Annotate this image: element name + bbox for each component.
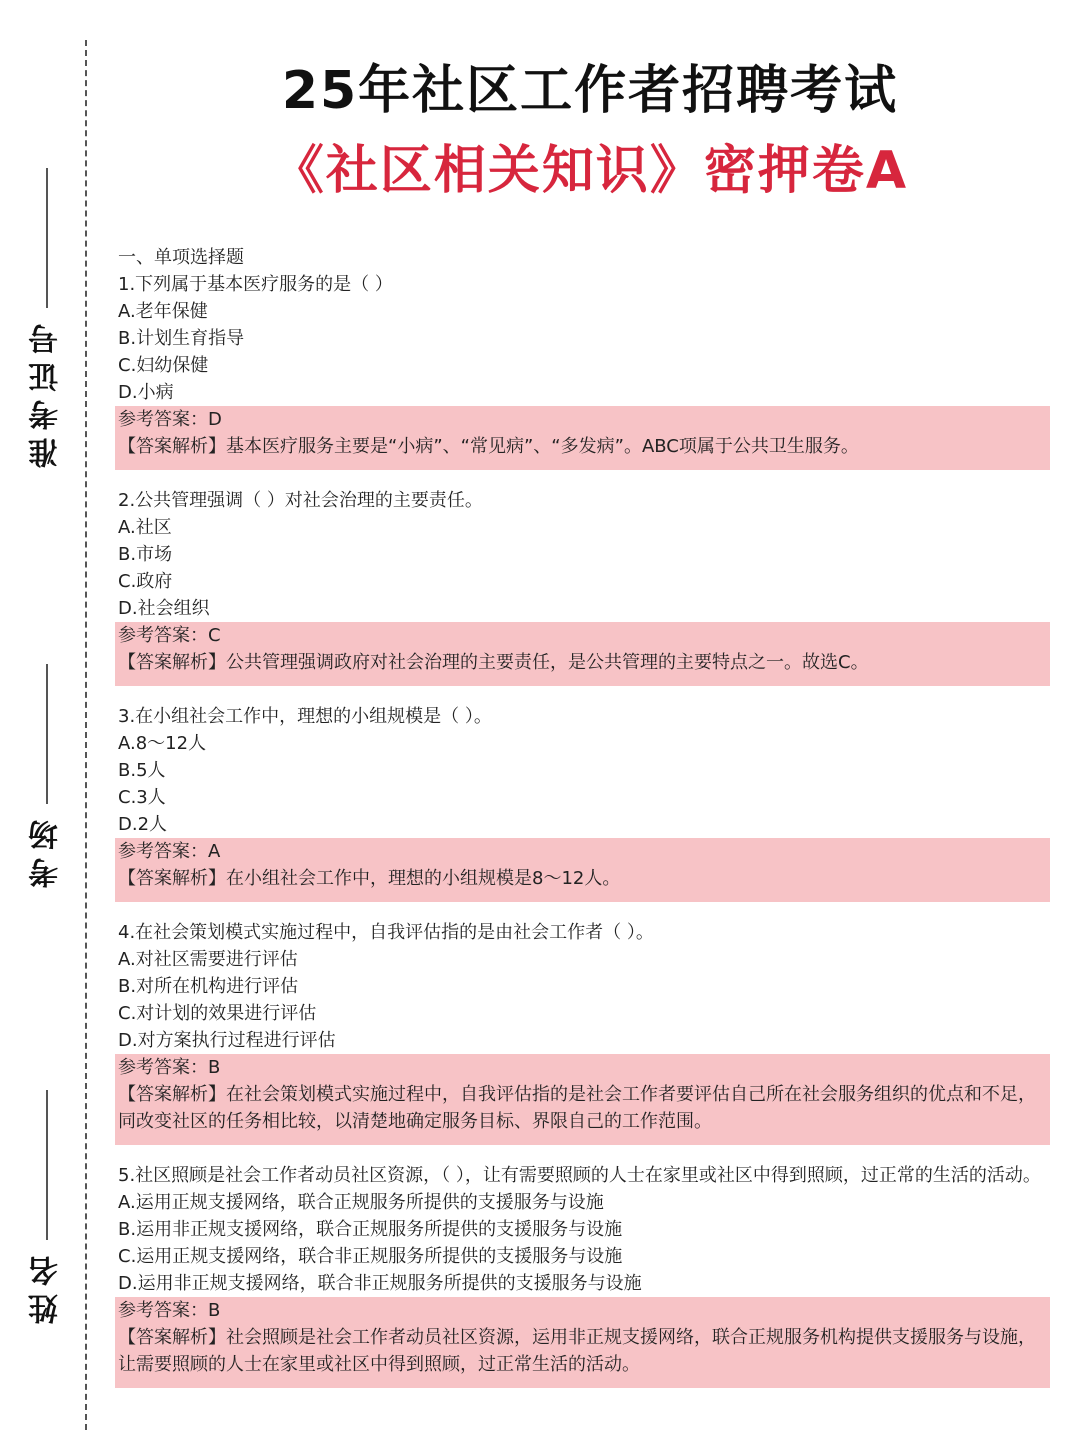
option-b: B.运用非正规支援网络，联合正规服务所提供的支援服务与设施	[118, 1219, 623, 1240]
section-heading: 一、单项选择题	[118, 247, 244, 268]
page-subtitle: 《社区相关知识》密押卷A	[271, 141, 909, 201]
answer-explanation: 【答案解析】基本医疗服务主要是“小病”、“常见病”、“多发病”。ABC项属于公共卫生服务。	[118, 436, 859, 457]
question-stem: 2.公共管理强调（ ）对社会治理的主要责任。	[118, 490, 483, 511]
admission-number-label: 准考证号	[29, 316, 64, 468]
answer-key: 参考答案：B	[118, 1057, 221, 1078]
cut-line	[85, 40, 87, 1430]
answer-explanation: 【答案解析】社会照顾是社会工作者动员社区资源，运用非正规支援网络，联合正规服务机构提供支援服务与设施，让需要照顾的人士在家里或社区中得到照顾，过正常生活的活动。	[118, 1327, 1036, 1375]
option-c: C.对计划的效果进行评估	[118, 1003, 317, 1024]
admission-number-field	[22, 168, 72, 468]
question-stem: 5.社区照顾是社会工作者动员社区资源，（ ），让有需要照顾的人士在家里或社区中得到照顾，过正常的生活的活动。	[118, 1165, 1041, 1186]
answer-key: 参考答案：A	[118, 841, 221, 862]
question-4	[118, 919, 1050, 1145]
answer-key: 参考答案：B	[118, 1300, 221, 1321]
exam-room-field	[22, 664, 72, 888]
name-label: 姓名	[29, 1248, 64, 1324]
question-stem: 3.在小组社会工作中，理想的小组规模是（ ）。	[118, 706, 492, 727]
name-line	[46, 1090, 48, 1240]
option-d: D.小病	[118, 382, 174, 403]
answer-key: 参考答案：C	[118, 625, 221, 646]
answer-box	[115, 838, 1050, 902]
answer-box	[115, 622, 1050, 686]
option-c: C.政府	[118, 571, 173, 592]
option-b: B.市场	[118, 544, 173, 565]
name-field	[22, 1090, 72, 1324]
exam-room-line	[46, 664, 48, 804]
question-stem: 4.在社会策划模式实施过程中，自我评估指的是由社会工作者（ ）。	[118, 922, 654, 943]
answer-box	[115, 1297, 1050, 1388]
option-d: D.运用非正规支援网络，联合非正规服务所提供的支援服务与设施	[118, 1273, 642, 1294]
question-1	[118, 271, 1050, 470]
option-d: D.对方案执行过程进行评估	[118, 1030, 336, 1051]
option-b: B.计划生育指导	[118, 328, 245, 349]
option-a: A.运用正规支援网络，联合正规服务所提供的支援服务与设施	[118, 1192, 604, 1213]
admission-number-line	[46, 168, 48, 308]
answer-explanation: 【答案解析】在小组社会工作中，理想的小组规模是8～12人。	[118, 868, 621, 889]
option-d: D.2人	[118, 814, 168, 835]
question-list	[118, 244, 1050, 1405]
option-c: C.3人	[118, 787, 166, 808]
option-a: A.对社区需要进行评估	[118, 949, 298, 970]
option-d: D.社会组织	[118, 598, 210, 619]
question-3	[118, 703, 1050, 902]
question-2	[118, 487, 1050, 686]
option-b: B.对所在机构进行评估	[118, 976, 299, 997]
answer-key: 参考答案：D	[118, 409, 222, 430]
binding-margin	[0, 0, 100, 1440]
answer-explanation: 【答案解析】在社会策划模式实施过程中，自我评估指的是社会工作者要评估自己所在社会服务组织的优点和不足，同改变社区的任务相比较，以清楚地确定服务目标、界限自己的工作范围。	[118, 1084, 1036, 1132]
option-c: C.运用正规支援网络，联合非正规服务所提供的支援服务与设施	[118, 1246, 623, 1267]
question-5	[118, 1162, 1050, 1388]
option-b: B.5人	[118, 760, 166, 781]
answer-box	[115, 406, 1050, 470]
answer-box	[115, 1054, 1050, 1145]
option-a: A.8～12人	[118, 733, 207, 754]
option-a: A.老年保健	[118, 301, 208, 322]
question-stem: 1.下列属于基本医疗服务的是（ ）	[118, 274, 393, 295]
option-a: A.社区	[118, 517, 172, 538]
exam-room-label: 考场	[29, 812, 64, 888]
option-c: C.妇幼保健	[118, 355, 209, 376]
answer-explanation: 【答案解析】公共管理强调政府对社会治理的主要责任，是公共管理的主要特点之一。故选C。	[118, 652, 869, 673]
page-title: 25年社区工作者招聘考试	[281, 61, 899, 121]
